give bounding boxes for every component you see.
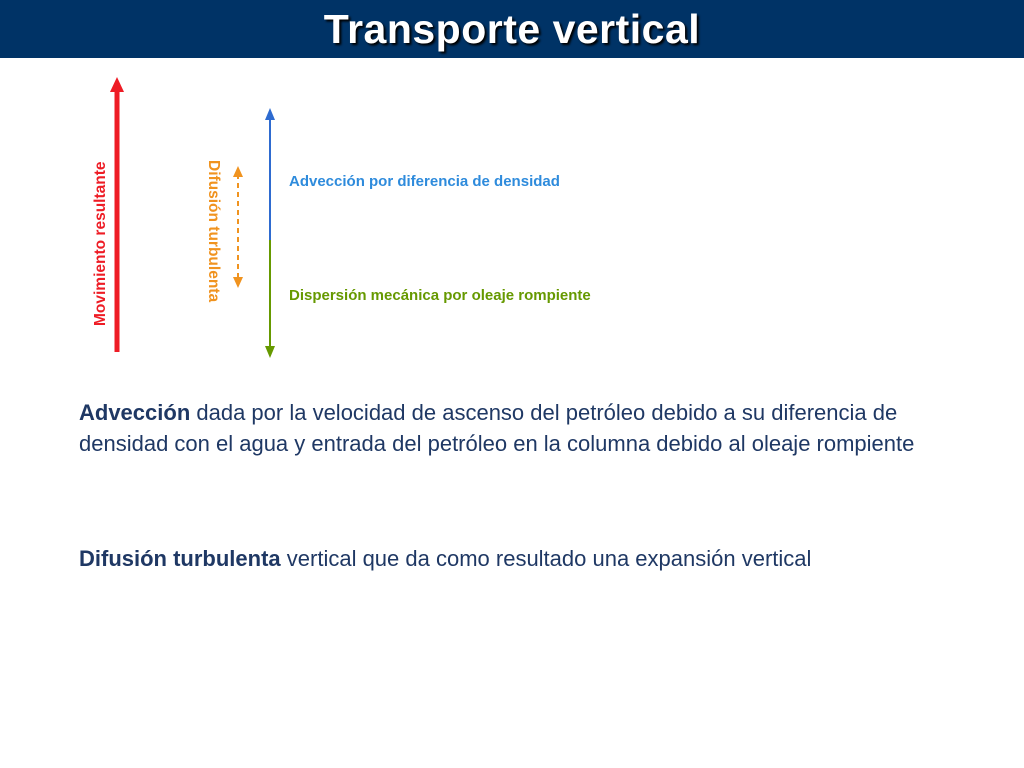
movimiento-resultante-arrow <box>110 77 124 352</box>
dispersion-arrow <box>265 240 275 358</box>
difusion-turbulenta-arrow <box>233 166 243 288</box>
difusion-turbulenta-label: Difusión turbulenta <box>205 160 222 303</box>
dispersion-label: Dispersión mecánica por oleaje rompiente <box>289 287 591 304</box>
diagram-arrows <box>0 58 1024 378</box>
paragraph-adveccion <box>79 397 939 459</box>
paragraph-adveccion-term: Advección <box>79 400 191 425</box>
vertical-transport-diagram <box>0 58 1024 378</box>
paragraph-difusion-text: vertical que da como resultado una expansión vertical <box>280 546 812 571</box>
paragraph-difusion <box>79 543 939 574</box>
adveccion-label: Advección por diferencia de densidad <box>289 173 560 190</box>
title-bar <box>0 0 1024 58</box>
slide-title: Transporte vertical <box>323 6 701 52</box>
paragraph-difusion-term: Difusión turbulenta <box>79 546 281 571</box>
movimiento-resultante-label: Movimiento resultante <box>92 161 109 326</box>
adveccion-arrow <box>265 108 275 240</box>
paragraph-adveccion-text: dada por la velocidad de ascenso del petróleo debido a su diferencia de densidad con el agua y entrada del petróleo en la columna debido al oleaje rompiente <box>79 400 915 456</box>
